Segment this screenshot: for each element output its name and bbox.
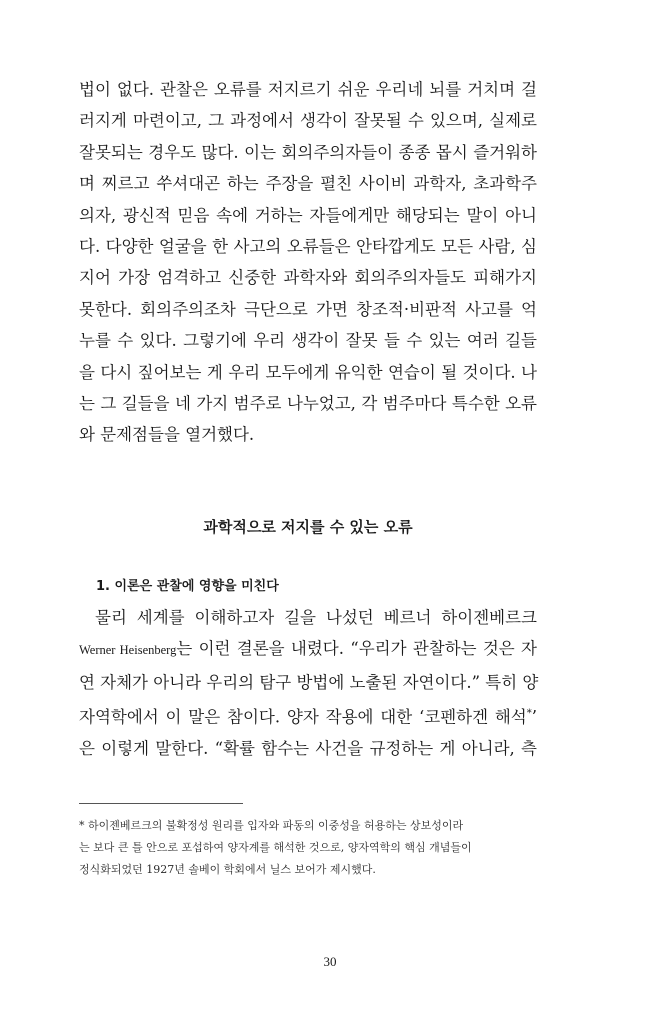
text-line: 을 다시 짚어보는 게 우리 모두에게 유익한 연습이 될 것이다. 나 — [79, 362, 537, 382]
footnote-divider — [79, 803, 243, 804]
text-line: 법이 없다. 관찰은 오류를 저지르기 쉬운 우리네 뇌를 거치며 걸 — [79, 80, 537, 99]
body-paragraph-1 — [79, 74, 537, 451]
text-segment: 자역학에서 이 말은 참이다. 양자 작용에 대한 ‘코펜하겐 해석 — [79, 707, 527, 727]
text-line: 며 찌르고 쑤셔대곤 하는 주장을 펼친 사이비 과학자, 초과학주 — [79, 174, 537, 194]
footnote-line: 하이젠베르크의 불확정성 원리를 입자와 파동의 이중성을 허용하는 상보성이라 — [88, 819, 464, 832]
text-line — [79, 698, 537, 733]
text-line: 와 문제점들을 열거했다. — [79, 425, 255, 445]
page-number: 30 — [323, 954, 337, 969]
text-line: 는 그 길들을 네 가지 범주로 나누었고, 각 범주마다 특수한 오류 — [79, 394, 537, 414]
text-line: 못한다. 회의주의조차 극단으로 가면 창조적·비판적 사고를 억 — [79, 299, 537, 319]
footnote-reference[interactable]: * — [526, 708, 532, 720]
body-paragraph-2 — [79, 602, 537, 765]
latin-name: Werner Heisenberg — [79, 643, 177, 658]
text-segment: 는 이런 결론을 내렸다. “우리가 관찰하는 것은 자 — [176, 639, 537, 659]
section-heading: 과학적으로 저지를 수 있는 오류 — [203, 518, 413, 536]
text-line: 누를 수 있다. 그렇기에 우리 생각이 잘못 들 수 있는 여러 길들 — [79, 331, 537, 351]
text-line: 러지게 마련이고, 그 과정에서 생각이 잘못될 수 있으며, 실제로 — [79, 111, 537, 131]
text-segment: ’ — [531, 707, 537, 727]
text-line: 의자, 광신적 믿음 속에 거하는 자들에게만 해당되는 말이 아니 — [79, 205, 537, 225]
text-line: 잘못되는 경우도 많다. 이는 회의주의자들이 종종 몹시 즐거워하 — [79, 142, 537, 162]
footnote-line: 정식화되었던 1927년 솔베이 학회에서 닐스 보어가 제시했다. — [79, 863, 376, 876]
text-line: 다. 다양한 얼굴을 한 사고의 오류들은 안타깝게도 모든 사람, 심 — [79, 237, 537, 257]
text-line: 연 자체가 아니라 우리의 탐구 방법에 노출된 자연이다.” 특히 양 — [79, 672, 539, 692]
sub-heading: 1. 이론은 관찰에 영향을 미친다 — [96, 579, 279, 594]
text-line: 은 이렇게 말한다. “확률 함수는 사건을 규정하는 게 아니라, 측 — [79, 739, 537, 759]
text-line — [79, 633, 537, 666]
text-line: 지어 가장 엄격하고 신중한 과학자와 회의주의자들도 피해가지 — [79, 268, 537, 288]
footnote-line: 는 보다 큰 틀 안으로 포섭하여 양자계를 해석한 것으로, 양자역학의 핵심 개념들이 — [79, 841, 472, 854]
footnote-marker: * — [79, 819, 85, 832]
footnote — [79, 815, 537, 881]
text-line: 물리 세계를 이해하고자 길을 나섰던 베르너 하이젠베르크 — [95, 608, 537, 627]
